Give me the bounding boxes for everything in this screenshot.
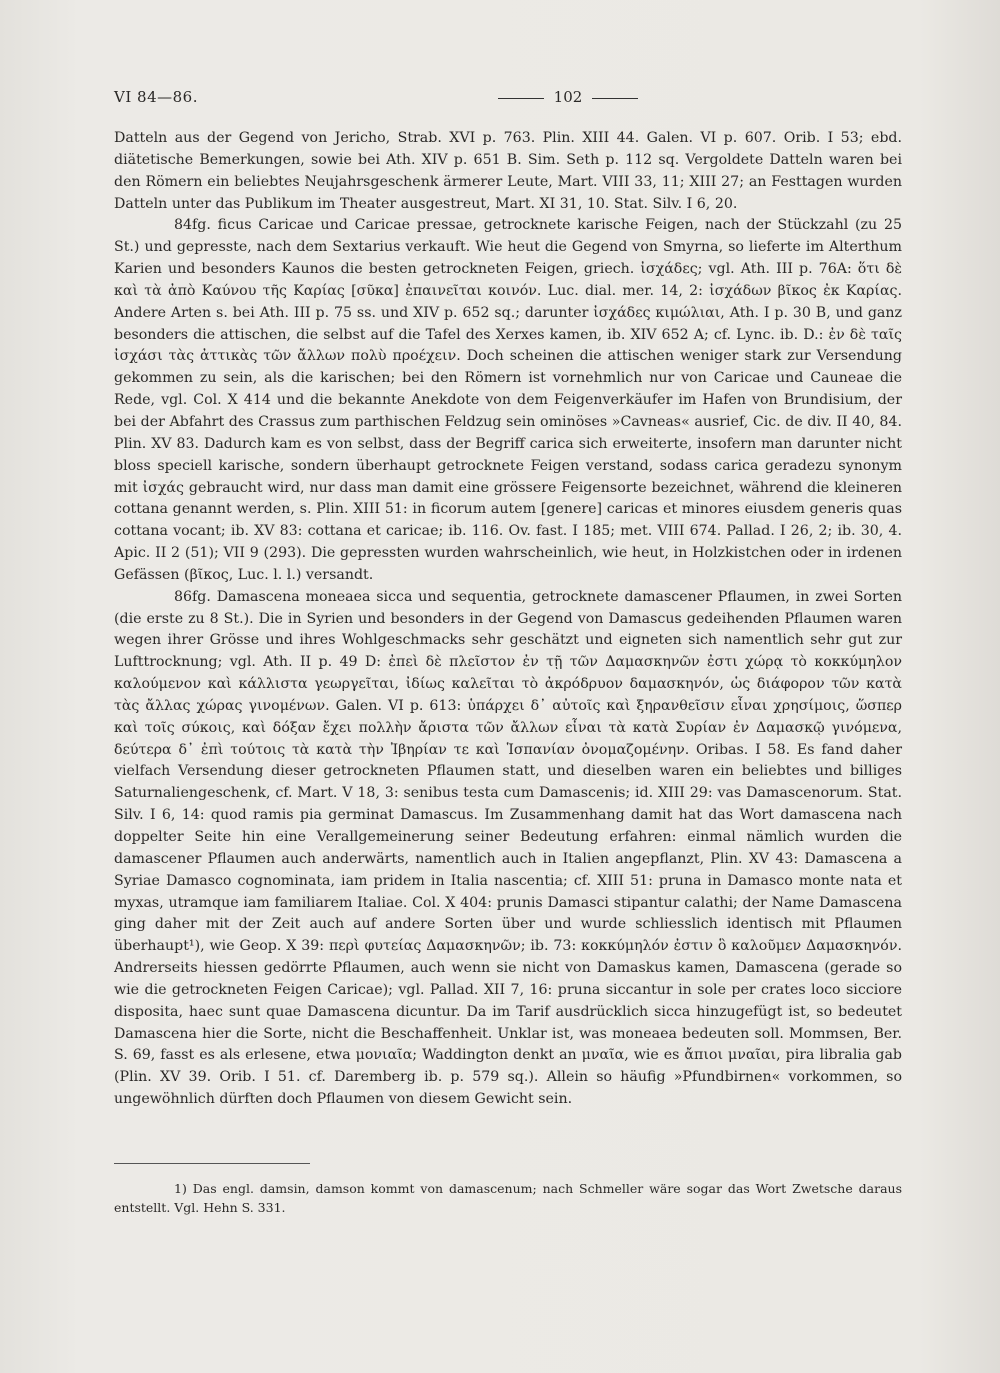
right-dash-rule — [592, 98, 638, 99]
running-header — [114, 88, 902, 112]
paragraph-figs: 84fg. ficus Caricae und Caricae pressae, getrocknete karische Feigen, nach der Stückzahl (zu 25 St.) und gepresste, nach dem Sextarius verkauft. Wie heut die Gegend von Smyrna, so lieferte im Alterthum Karien und besonders Kaunos die besten getrockneten Feigen, griech. ἰσχάδες; vgl. Ath. III p. 76A: ὅτι δὲ καὶ τὰ ἀπὸ Καύνου τῆς Καρίας [σῦκα] ἐπαινεῖται κοινόν. Luc. dial. mer. 14, 2: ἰσχάδων βῖκος ἐκ Καρίας. Andere Arten s. bei Ath. III p. 75 ss. und XIV p. 652 sq.; darunter ἰσχάδες κιμώλιαι, Ath. I p. 30 B, und ganz besonders die attischen, die selbst auf die Tafel des Xerxes kamen, ib. XIV 652 A; cf. Lync. ib. D.: ἐν δὲ ταῖς ἰσχάσι τὰς ἀττικὰς τῶν ἄλλων πολὺ προέχειν. Doch scheinen die attischen weniger stark zur Versendung gekommen zu sein, als die karischen; bei den Römern ist vornehmlich nur von Caricae und Cauneae die Rede, vgl. Col. X 414 und die bekannte Anekdote von dem Feigenverkäufer im Hafen von Brundisium, der bei der Abfahrt des Crassus zum parthischen Feldzug sein ominöses »Cavneas« ausrief, Cic. de div. II 40, 84. Plin. XV 83. Dadurch kam es von selbst, dass der Begriff carica sich erweiterte, insofern man darunter nicht bloss speciell karische, sondern überhaupt getrocknete Feigen verstand, sodass carica geradezu synonym mit ἰσχάς gebraucht wird, nur dass man damit eine grössere Feigensorte bezeichnet, während die kleineren cottana genannt werden, s. Plin. XIII 51: in ficorum autem [genere] caricas et minores eiusdem generis quas cottana vocant; ib. XV 83: cottana et caricae; ib. 116. Ov. fast. I 185; met. VIII 674. Pallad. I 26, 2; ib. 30, 4. Apic. II 2 (51); VII 9 (293). Die gepressten wurden wahrscheinlich, wie heut, in Holzkistchen oder in irdenen Gefässen (βῖκος, Luc. l. l.) versandt. — [114, 217, 902, 583]
paragraph-dates: Datteln aus der Gegend von Jericho, Strab. XVI p. 763. Plin. XIII 44. Galen. VI p. 607. Orib. I 53; ebd. diätetische Bemerkungen, sowie bei Ath. XIV p. 651 B. Sim. Seth p. 112 sq. Vergoldete Datteln waren bei den Römern ein beliebtes Neujahrsgeschenk ärmerer Leute, Mart. VIII 33, 11; XIII 27; an Festtagen wurden Datteln unter das Publikum im Theater ausgestreut, Mart. XI 31, 10. Stat. Silv. I 6, 20. — [114, 130, 902, 212]
main-text — [114, 128, 902, 1111]
page-number: 102 — [553, 88, 583, 106]
left-dash-rule — [498, 98, 544, 99]
paragraph-plums: 86fg. Damascena moneaea sicca und sequentia, getrocknete damascener Pflaumen, in zwei Sorten (die erste zu 8 St.). Die in Syrien und besonders in der Gegend von Damascus gedeihenden Pflaumen waren wegen ihrer Grösse und ihres Wohlgeschmacks sehr geschätzt und eigneten sich namentlich sehr gut zur Lufttrocknung; vgl. Ath. II p. 49 D: ἐπεὶ δὲ πλεῖστον ἐν τῇ τῶν Δαμασκηνῶν ἐστι χώρᾳ τὸ κοκκύμηλον καλούμενον καὶ κάλλιστα γεωργεῖται, ἰδίως καλεῖται τὸ ἀκρόδρυον δαμασκηνόν, ὡς διάφορον τῶν κατὰ τὰς ἄλλας χώρας γινομένων. Galen. VI p. 613: ὑπάρχει δ᾿ αὐτοῖς καὶ ξηρανθεῖσιν εἶναι χρησίμοις, ὥσπερ καὶ τοῖς σύκοις, καὶ δόξαν ἔχει πολλὴν ἄριστα τῶν ἄλλων εἶναι τὰ κατὰ Συρίαν ἐν Δαμασκῷ γινόμενα, δεύτερα δ᾿ ἐπὶ τούτοις τὰ κατὰ τὴν Ἰβηρίαν τε καὶ Ἱσπανίαν ὀνομαζομένην. Oribas. I 58. Es fand daher vielfach Versendung dieser getrockneten Pflaumen statt, und dieselben waren ein beliebtes und billiges Saturnaliengeschenk, cf. Mart. V 18, 3: senibus testa cum Damascenis; id. XIII 29: vas Damascenorum. Stat. Silv. I 6, 14: quod ramis pia germinat Damascus. Im Zusammenhang damit hat das Wort damascena nach doppelter Seite hin eine Verallgemeinerung seiner Bedeutung erfahren: einmal nämlich wurden die damascener Pflaumen auch anderwärts, namentlich auch in Italien angepflanzt, Plin. XV 43: Damascena a Syriae Damasco cognominata, iam pridem in Italia nascentia; cf. XIII 51: pruna in Damasco monte nata et myxas, utramque iam familiarem Italiae. Col. X 404: prunis Damasci stipantur calathi; der Name Damascena ging daher mit der Zeit auch auf andere Sorten über und wurde schliesslich identisch mit Pflaumen überhaupt¹), wie Geop. X 39: περὶ φυτείας Δαμασκηνῶν; ib. 73: κοκκύμηλόν ἐστιν ὃ καλοῦμεν Δαμασκηνόν. Andrerseits hiessen gedörrte Pflaumen, auch wenn sie nicht von Damaskus kamen, Damascena (gerade so wie die getrockneten Feigen Caricae); vgl. Pallad. XII 7, 16: pruna siccantur in sole per crates loco sicciore disposita, haec sunt quae Damascena dicuntur. Da im Tarif ausdrücklich sicca hinzugefügt ist, so bedeutet Damascena hier die Sorte, nicht die Beschaffenheit. Unklar ist, was moneaea bedeuten soll. Mommsen, Ber. S. 69, fasst es als erlesene, etwa μονιαῖα; Waddington denkt an μναῖα, wie es ἄπιοι μναῖαι, pira libralia gab (Plin. XV 39. Orib. I 51. cf. Daremberg ib. p. 579 sq.). Allein so häufig »Pfundbirnen« vorkommen, so ungewöhnlich dürften doch Pflaumen von diesem Gewicht sein. — [114, 588, 902, 1108]
page-number-block — [448, 88, 688, 106]
footnote: 1) Das engl. damsin, damson kommt von damascenum; nach Schmeller wäre sogar das Wort Zwetsche daraus entstellt. Vgl. Hehn S. 331. — [114, 1181, 902, 1215]
section-reference: VI 84—86. — [114, 88, 198, 106]
footnote-rule — [114, 1163, 310, 1164]
